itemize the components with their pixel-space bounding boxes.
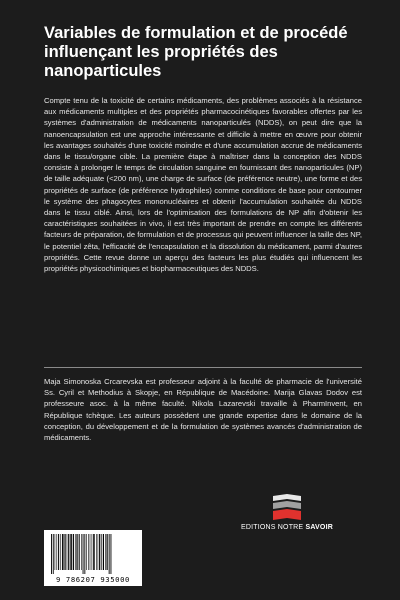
publisher-name [232, 524, 342, 531]
barcode-bar [96, 534, 97, 570]
book-title: Variables de formulation et de procédé influençant les propriétés des nanoparticules [44, 24, 348, 80]
book-abstract: Compte tenu de la toxicité de certains médicaments, des problèmes associés à la résistance aux médicaments multiples et des propriétés pharmacocinétiques favorables offertes par les systèmes d'administration de médicaments nanoparticulés (NDDS), on peut dire que la nanoencapsulation est une approche intéressante et difficile à mettre en œuvre pour obtenir les avantages souhaités d'une toxicité moindre et d'une accumulation accrue de médicaments dans le tissu/organe cible. La première étape à maîtriser dans la conception des NDDS consiste à prolonger le temps de circulation sanguine en fournissant des nanoparticules (NP) de taille adéquate (<200 nm), une charge de surface (de préférence neutre), une forme et des propriétés de surface (de préférence hydrophiles) comme conditions de base pour contourner le système des phagocytes mononucléaires et obtenir l'accumulation souhaitée du NDDS dans le tissu ciblé. Ainsi, lors de l'optimisation des formulations de NP afin d'obtenir les caractéristiques souhaitées in vivo, il est très important de prendre en compte les différents facteurs de préparation, de formulation et de processus qui peuvent influencer la taille des NP, le potentiel zêta, l'efficacité de l'encapsulation et la dissolution du médicament, parmi d'autres propriétés. Cette revue donne un aperçu des facteurs les plus étudiés qui influencent les propriétés physicochimiques et biopharmaceutiques des NDDS. [44, 96, 362, 274]
barcode-bar [98, 534, 99, 570]
barcode-bar [105, 534, 106, 570]
isbn-number: 9 786207 935000 [56, 575, 130, 584]
barcode-bar [67, 534, 68, 570]
barcode-bar [109, 534, 110, 574]
barcode-bar [64, 534, 65, 570]
barcode-bar [73, 534, 74, 570]
publisher-name-part2: SAVOIR [305, 524, 333, 531]
barcode-bar [103, 534, 104, 570]
publisher-logo [232, 494, 342, 554]
publisher-name-part1: EDITIONS NOTRE [241, 524, 306, 531]
barcode-bar [55, 534, 56, 570]
barcode-bar [53, 534, 54, 574]
barcode-bar [92, 534, 93, 570]
barcode-bar [62, 534, 64, 570]
barcode-bar [79, 534, 80, 570]
barcode-bar [88, 534, 89, 570]
barcode-bar [70, 534, 72, 570]
isbn-barcode [44, 530, 142, 586]
barcode-bar [60, 534, 61, 570]
barcode-bar [51, 534, 52, 574]
barcode-bar [83, 534, 84, 574]
barcode-bar [57, 534, 58, 570]
barcode-bars [50, 534, 136, 574]
barcode-bar [68, 534, 69, 570]
barcode-bar [90, 534, 91, 570]
barcode-bar [58, 534, 59, 570]
barcode-bar [81, 534, 82, 570]
barcode-bar [86, 534, 87, 570]
barcode-bar [99, 534, 100, 570]
barcode-bar [107, 534, 108, 570]
barcode-bar [84, 534, 85, 574]
barcode-bar [93, 534, 95, 570]
section-divider [44, 367, 362, 368]
barcode-bar [111, 534, 112, 574]
barcode-bar [101, 534, 102, 570]
barcode-bar [76, 534, 77, 570]
book-stack-icon [269, 494, 305, 522]
author-bio: Maja Simonoska Crcarevska est professeur adjoint à la faculté de pharmacie de l'université Ss. Cyril et Methodius à Skopje, en République de Macédoine. Marija Glavas Dodov est professeure asoc. à la même faculté. Nikola Lazarevski travaille à PharmInvent, en République tchèque. Les auteurs possèdent une grande expertise dans le domaine de la conception, du développement et de la formulation de systèmes avancés d'administration de médicaments. [44, 377, 362, 443]
barcode-bar [75, 534, 76, 570]
